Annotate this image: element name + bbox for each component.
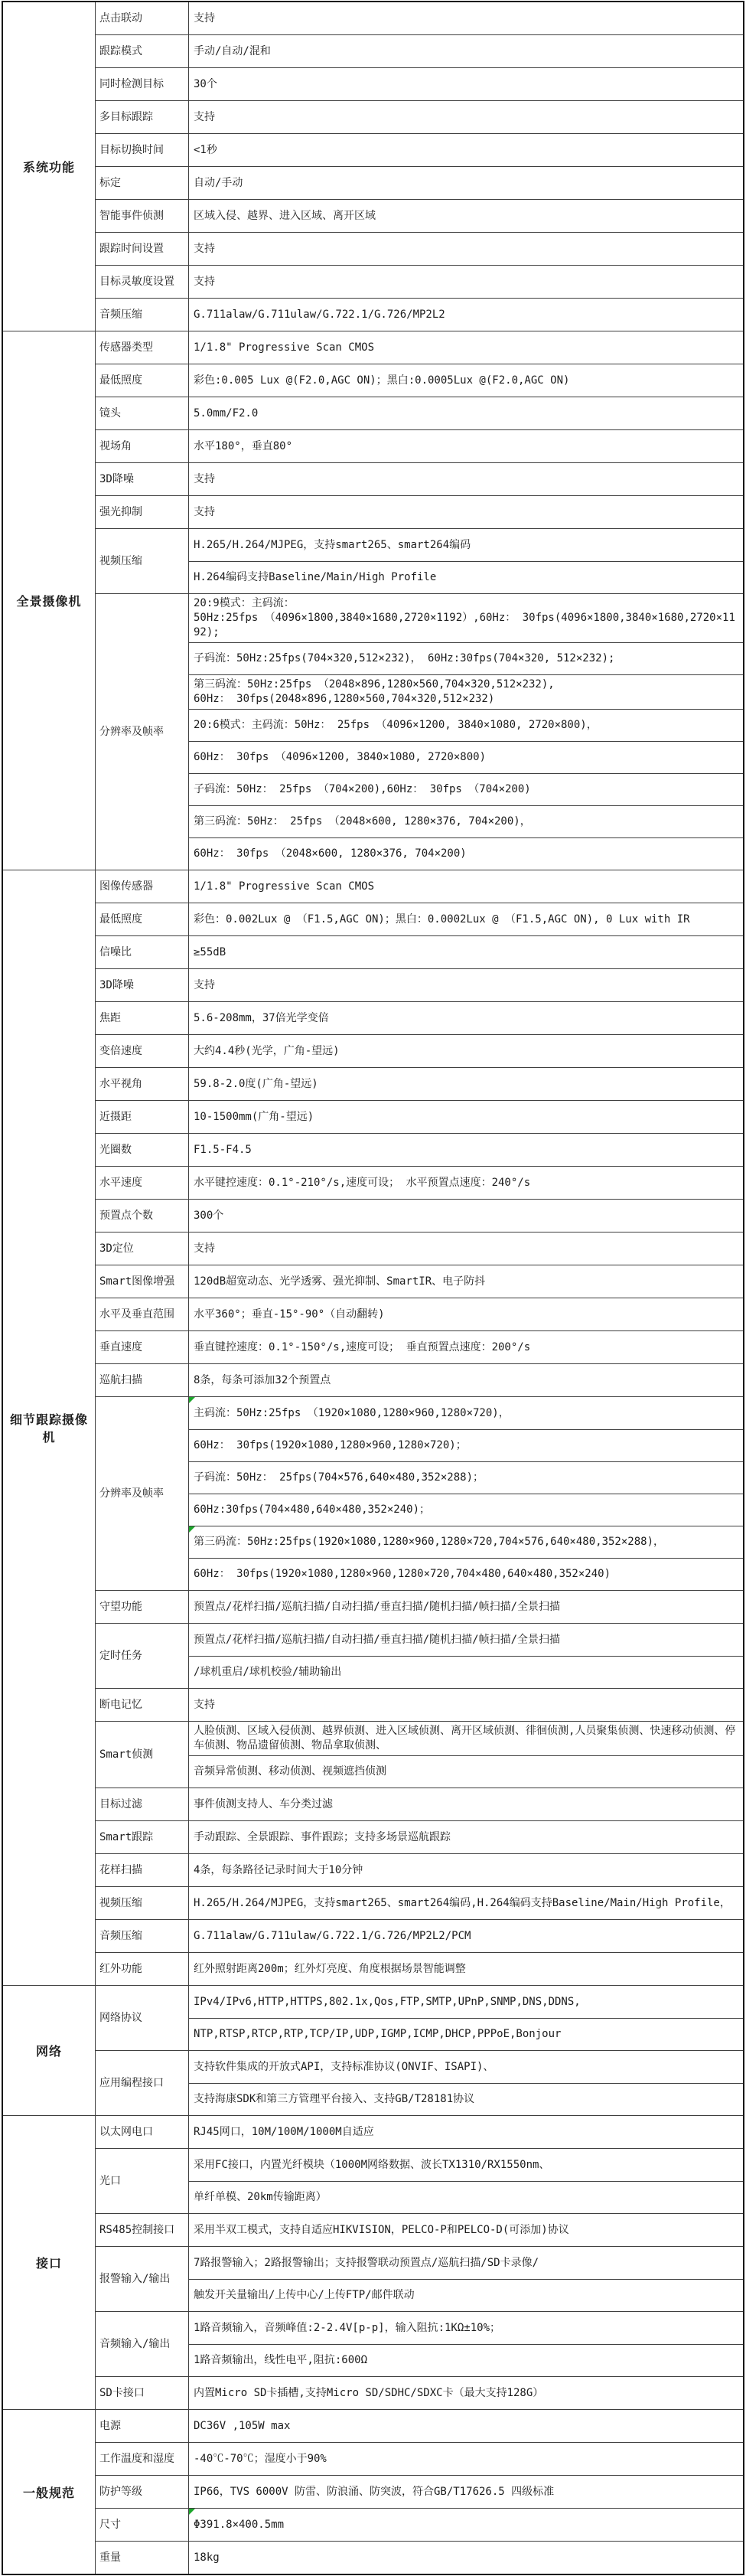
value-line: 支持海康SDK和第三方管理平台接入、支持GB/T28181协议 [194, 2093, 475, 2105]
label-cell: 工作温度和湿度 [96, 2443, 189, 2475]
spec-row [96, 1330, 743, 1363]
value-line: 子码流：50Hz： 25fps （704×200),60Hz： 30fps （704×200) [194, 783, 531, 795]
value-cell [189, 1788, 743, 1820]
spec-row [96, 199, 743, 232]
spec-row [96, 870, 743, 903]
value-line: 30个 [194, 77, 217, 90]
value-cell [189, 35, 743, 67]
value-line: 60Hz： 30fps(2048×896,1280×560,704×320,512×232) [194, 693, 495, 705]
spec-row [96, 1034, 743, 1067]
label-cell: 跟踪模式 [96, 35, 189, 67]
value-line: 预置点/花样扫描/巡航扫描/自动扫描/垂直扫描/随机扫描/帧扫描/全景扫描 [194, 1633, 560, 1646]
value-cell [189, 2214, 743, 2246]
value-line: 预置点/花样扫描/巡航扫描/自动扫描/垂直扫描/随机扫描/帧扫描/全景扫描 [194, 1600, 560, 1613]
label-cell: 变倍速度 [96, 1035, 189, 1067]
value-cell [189, 741, 743, 773]
value-cell [189, 1429, 743, 1461]
spec-row [96, 1886, 743, 1919]
value-line: H.264编码支持Baseline/Main/High Profile [194, 571, 437, 583]
value-line: /球机重启/球机校验/辅助输出 [194, 1666, 342, 1678]
spec-row [96, 2508, 743, 2541]
value-line: 4条，每条路径记录时间大于10分钟 [194, 1863, 363, 1876]
label-cell: 音频压缩 [96, 1920, 189, 1952]
value-cell [189, 233, 743, 265]
value-cell [189, 1526, 743, 1558]
spec-row [96, 1919, 743, 1952]
value-line: 支持 [194, 275, 215, 288]
spec-row [96, 100, 743, 133]
value-cell [189, 1986, 743, 2018]
value-cell [189, 1035, 743, 1067]
value-line: 红外照射距离200m；红外灯亮度、角度根据场景智能调整 [194, 1962, 466, 1975]
label-cell: RS485控制接口 [96, 2214, 189, 2246]
value-line: 10-1500mm(广角-望远) [194, 1110, 314, 1123]
label-cell: 应用编程接口 [96, 2051, 189, 2115]
spec-row [96, 166, 743, 199]
label-cell: 预置点个数 [96, 1200, 189, 1232]
value-line: <1秒 [194, 143, 217, 156]
value-line: 水平180°，垂直80° [194, 439, 293, 452]
value-line: 支持 [194, 978, 215, 991]
value-cell [189, 1821, 743, 1853]
value-cell [189, 674, 743, 709]
spec-row [96, 67, 743, 100]
value-line: 1路音频输出，线性电平,阻抗:600Ω [194, 2354, 368, 2366]
spec-row [96, 232, 743, 265]
label-cell: 强光抑制 [96, 496, 189, 528]
spec-row [96, 429, 743, 462]
value-line: 子码流：50Hz： 25fps(704×576,640×480,352×288)； [194, 1471, 484, 1484]
value-cell [189, 1068, 743, 1100]
spec-row [96, 462, 743, 495]
value-cell [189, 2051, 743, 2083]
label-cell: 光口 [96, 2149, 189, 2213]
value-cell [189, 134, 743, 166]
value-cell [189, 1134, 743, 1166]
value-line: H.265/H.264/MJPEG，支持smart265、smart264编码,H.264编码支持Baseline/Main/High Profile， [194, 1896, 731, 1909]
value-line: 8条，每条可添加32个预置点 [194, 1373, 331, 1386]
label-cell: 3D降噪 [96, 463, 189, 495]
value-line: 人脸侦测、区域入侵侦测、越界侦测、进入区域侦测、离开区域侦测、徘徊侦测,人员聚集侦测、快速移动侦测、停车侦测、物品遗留侦测、物品拿取侦测、 [194, 1725, 736, 1752]
label-cell: 视频压缩 [96, 1887, 189, 1919]
value-line: 支持 [194, 472, 215, 485]
value-line: 支持软件集成的开放式API，支持标准协议(ONVIF、ISAPI)、 [194, 2060, 494, 2073]
value-line: ≥55dB [194, 945, 226, 958]
value-line: 支持 [194, 11, 215, 24]
value-cell [189, 2181, 743, 2213]
value-cell [189, 463, 743, 495]
label-cell: 水平视角 [96, 1068, 189, 1100]
value-cell [189, 561, 743, 593]
spec-row [96, 935, 743, 968]
label-cell: 巡航扫描 [96, 1364, 189, 1396]
spec-row [96, 34, 743, 67]
value-cell [189, 299, 743, 331]
value-line: 7路报警输入；2路报警输出；支持报警联动预置点/巡航扫描/SD卡录像/ [194, 2256, 539, 2269]
spec-row [96, 2475, 743, 2508]
label-cell: 电源 [96, 2410, 189, 2442]
value-cell [189, 364, 743, 397]
value-cell [189, 2018, 743, 2050]
value-cell [189, 1002, 743, 1034]
value-cell [189, 1920, 743, 1952]
value-line: -40℃-70℃；湿度小于90% [194, 2452, 327, 2465]
spec-row [96, 2050, 743, 2115]
spec-row [96, 2541, 743, 2574]
value-cell [189, 430, 743, 462]
value-line: 1/1.8" Progressive Scan CMOS [194, 341, 375, 354]
label-cell: SD卡接口 [96, 2377, 189, 2409]
label-cell: 近摄距 [96, 1101, 189, 1133]
value-line: 触发开关量输出/上传中心/上传FTP/邮件联动 [194, 2289, 415, 2301]
label-cell: 音频输入/输出 [96, 2312, 189, 2376]
value-line: 支持 [194, 1698, 215, 1711]
value-cell [189, 1331, 743, 1363]
spec-row [96, 1166, 743, 1199]
value-line: 彩色：0.002Lux @ （F1.5,AGC ON)；黑白：0.0002Lux @ （F1.5,AGC ON), 0 Lux with IR [194, 913, 690, 926]
spec-row [96, 1232, 743, 1265]
value-cell [189, 2443, 743, 2475]
category-cell: 网络 [3, 1986, 96, 2115]
value-cell [189, 331, 743, 364]
value-line: Φ391.8×400.5mm [194, 2518, 285, 2531]
value-cell [189, 1298, 743, 1330]
value-line: 60Hz： 30fps(1920×1080,1280×960,1280×720)； [194, 1439, 467, 1451]
spec-row [96, 1199, 743, 1232]
value-cell [189, 167, 743, 199]
value-cell [189, 529, 743, 561]
value-cell [189, 2542, 743, 2574]
spec-row [96, 1952, 743, 1985]
value-line: 子码流：50Hz:25fps(704×320,512×232)， 60Hz:30fps(704×320, 512×232); [194, 652, 615, 664]
value-line: 第三码流：50Hz:25fps(1920×1080,1280×960,1280×720,704×576,640×480,352×288)， [194, 1536, 665, 1548]
value-cell [189, 1558, 743, 1590]
value-line: 1路音频输入，音频峰值:2-2.4V[p-p]，输入阻抗:1KΩ±10%； [194, 2321, 501, 2334]
label-cell: 同时检测目标 [96, 68, 189, 100]
spec-row [96, 2116, 743, 2148]
label-cell: 镜头 [96, 397, 189, 429]
value-cell [189, 1461, 743, 1494]
label-cell: Smart跟踪 [96, 1821, 189, 1853]
spec-row [96, 2410, 743, 2442]
label-cell: 视频压缩 [96, 529, 189, 593]
value-cell [189, 2476, 743, 2508]
value-cell [189, 903, 743, 935]
value-line: 50Hz:25fps （4096×1800,3840×1680,2720×1192）,60Hz： 30fps(4096×1800,3840×1680,2720×1192); [194, 612, 735, 638]
value-line: 支持 [194, 242, 215, 255]
value-cell [189, 101, 743, 133]
value-line: 5.6-208mm，37倍光学变倍 [194, 1011, 329, 1024]
spec-row [96, 2213, 743, 2246]
value-cell [189, 936, 743, 968]
value-cell [189, 2344, 743, 2376]
value-cell [189, 1755, 743, 1788]
label-cell: 最低照度 [96, 903, 189, 935]
spec-row [96, 593, 743, 870]
label-cell: 标定 [96, 167, 189, 199]
value-cell [189, 773, 743, 805]
spec-row [96, 2, 743, 34]
label-cell: 守望功能 [96, 1591, 189, 1623]
value-line: H.265/H.264/MJPEG，支持smart265、smart264编码 [194, 538, 471, 551]
label-cell: 水平速度 [96, 1167, 189, 1199]
spec-row [96, 331, 743, 364]
value-line: G.711alaw/G.711ulaw/G.722.1/G.726/MP2L2 [194, 308, 445, 321]
value-cell [189, 1689, 743, 1721]
label-cell: 3D定位 [96, 1232, 189, 1265]
spec-row [96, 2311, 743, 2376]
value-cell [189, 969, 743, 1001]
label-cell: 点击联动 [96, 2, 189, 34]
value-line: 59.8-2.0度(广角-望远) [194, 1077, 318, 1090]
value-line: 主码流：50Hz:25fps （1920×1080,1280×960,1280×720)， [194, 1406, 510, 1419]
value-line: 水平360°；垂直-15°-90°（自动翻转) [194, 1308, 385, 1321]
category-cell: 全景摄像机 [3, 331, 96, 870]
value-cell [189, 1656, 743, 1688]
table-section [3, 2, 743, 331]
table-section [3, 870, 743, 1985]
label-cell: 水平及垂直范围 [96, 1298, 189, 1330]
value-cell [189, 805, 743, 837]
spec-row [96, 1788, 743, 1820]
label-cell: 目标过滤 [96, 1788, 189, 1820]
label-cell: 多目标跟踪 [96, 101, 189, 133]
spec-row [96, 1853, 743, 1886]
value-line: 支持 [194, 505, 215, 518]
comment-marker-icon [189, 2509, 195, 2515]
category-cell: 一般规范 [3, 2410, 96, 2574]
value-line: 60Hz:30fps(704×480,640×480,352×240)； [194, 1503, 431, 1516]
value-line: 60Hz： 30fps(1920×1080,1280×960,1280×720,704×480,640×480,352×240) [194, 1568, 611, 1580]
label-cell: 分辨率及帧率 [96, 594, 189, 870]
value-cell [189, 1397, 743, 1429]
label-cell: 目标灵敏度设置 [96, 266, 189, 298]
label-cell: Smart图像增强 [96, 1265, 189, 1298]
value-line: 水平键控速度：0.1°-210°/s,速度可设； 水平预置点速度：240°/s [194, 1176, 531, 1189]
value-line: 彩色:0.005 Lux @(F2.0,AGC ON)；黑白:0.0005Lux @(F2.0,AGC ON) [194, 374, 570, 387]
value-cell [189, 2083, 743, 2115]
spec-row [96, 2376, 743, 2409]
value-line: 采用半双工模式，支持自适应HIKVISION，PELCO-P和PELCO-D(可添加)协议 [194, 2223, 569, 2236]
label-cell: 网络协议 [96, 1986, 189, 2050]
label-cell: 音频压缩 [96, 299, 189, 331]
label-cell: 红外功能 [96, 1953, 189, 1985]
value-cell [189, 496, 743, 528]
value-cell [189, 1722, 743, 1755]
value-line: 120dB超宽动态、光学透雾、强光抑制、SmartIR、电子防抖 [194, 1275, 486, 1288]
value-cell [189, 397, 743, 429]
value-line: DC36V ,105W max [194, 2419, 291, 2432]
spec-row [96, 1623, 743, 1688]
value-line: IP66，TVS 6000V 防雷、防浪涌、防突波，符合GB/T17626.5 四级标准 [194, 2485, 555, 2498]
value-cell [189, 266, 743, 298]
spec-row [96, 1396, 743, 1590]
value-cell [189, 1887, 743, 1919]
label-cell: 焦距 [96, 1002, 189, 1034]
spec-row [96, 1067, 743, 1100]
label-cell: 跟踪时间设置 [96, 233, 189, 265]
spec-row [96, 265, 743, 298]
value-cell [189, 709, 743, 741]
value-line: 区域入侵、越界、进入区域、离开区域 [194, 209, 376, 222]
value-line: 18kg [194, 2551, 220, 2564]
spec-row [96, 1590, 743, 1623]
spec-row [96, 1100, 743, 1133]
value-cell [189, 594, 743, 642]
value-cell [189, 1624, 743, 1656]
category-cell: 接口 [3, 2116, 96, 2409]
value-cell [189, 1265, 743, 1298]
label-cell: 断电记忆 [96, 1689, 189, 1721]
value-line: 支持 [194, 110, 215, 123]
spec-row [96, 1986, 743, 2050]
value-line: 自动/手动 [194, 176, 243, 189]
spec-row [96, 495, 743, 528]
value-line: 5.0mm/F2.0 [194, 406, 259, 420]
value-line: 音频异常侦测、移动侦测、视频遮挡侦测 [194, 1765, 386, 1778]
label-cell: 智能事件侦测 [96, 200, 189, 232]
value-line: 内置Micro SD卡插槽,支持Micro SD/SDHC/SDXC卡（最大支持128G） [194, 2386, 544, 2399]
value-cell [189, 1200, 743, 1232]
value-line: 第三码流：50Hz： 25fps （2048×600, 1280×376, 704×200)， [194, 815, 531, 828]
label-cell: 传感器类型 [96, 331, 189, 364]
value-cell [189, 2377, 743, 2409]
value-line: 第三码流：50Hz:25fps （2048×896,1280×560,704×320,512×232), [194, 678, 555, 691]
label-cell: 尺寸 [96, 2509, 189, 2541]
spec-row [96, 2246, 743, 2311]
spec-row [96, 1001, 743, 1034]
spec-row [96, 903, 743, 935]
value-line: RJ45网口，10M/100M/1000M自适应 [194, 2125, 374, 2138]
value-line: 垂直键控速度：0.1°-150°/s,速度可设； 垂直预置点速度：200°/s [194, 1340, 531, 1353]
label-cell: 最低照度 [96, 364, 189, 397]
table-section [3, 1985, 743, 2115]
value-line: G.711alaw/G.711ulaw/G.722.1/G.726/MP2L2/PCM [194, 1929, 471, 1942]
table-section [3, 2409, 743, 2574]
label-cell: 信噪比 [96, 936, 189, 968]
value-line: 300个 [194, 1209, 224, 1222]
value-cell [189, 1364, 743, 1396]
value-cell [189, 1854, 743, 1886]
label-cell: 花样扫描 [96, 1854, 189, 1886]
value-line: 60Hz： 30fps （4096×1200, 3840×1080, 2720×800) [194, 751, 487, 763]
value-cell [189, 870, 743, 903]
value-line: 采用FC接口，内置光纤模块（1000M网络数据、波长TX1310/RX1550nm、 [194, 2158, 550, 2171]
label-cell: 垂直速度 [96, 1331, 189, 1363]
value-cell [189, 68, 743, 100]
value-line: 手动/自动/混和 [194, 44, 271, 57]
spec-row [96, 397, 743, 429]
value-cell [189, 200, 743, 232]
value-line: 支持 [194, 1242, 215, 1255]
value-cell [189, 1167, 743, 1199]
label-cell: 报警输入/输出 [96, 2247, 189, 2311]
value-line: 1/1.8" Progressive Scan CMOS [194, 880, 375, 893]
spec-row [96, 298, 743, 331]
value-cell [189, 1494, 743, 1526]
spec-table [2, 1, 744, 2575]
spec-row [96, 1265, 743, 1298]
comment-marker-icon [189, 1526, 195, 1533]
value-line: 手动跟踪、全景跟踪、事件跟踪；支持多场景巡航跟踪 [194, 1830, 451, 1843]
spec-row [96, 133, 743, 166]
value-cell [189, 2, 743, 34]
value-cell [189, 2149, 743, 2181]
value-cell [189, 2116, 743, 2148]
label-cell: 以太网电口 [96, 2116, 189, 2148]
spec-row [96, 2442, 743, 2475]
spec-row [96, 1688, 743, 1721]
value-line: NTP,RTSP,RTCP,RTP,TCP/IP,UDP,IGMP,ICMP,DHCP,PPPoE,Bonjour [194, 2028, 562, 2040]
spec-row [96, 1721, 743, 1788]
value-line: F1.5-F4.5 [194, 1143, 252, 1156]
value-cell [189, 1101, 743, 1133]
value-line: 20:6模式：主码流：50Hz： 25fps （4096×1200, 3840×1080, 2720×800)， [194, 719, 598, 731]
label-cell: 光圈数 [96, 1134, 189, 1166]
value-cell [189, 2247, 743, 2279]
category-cell: 细节跟踪摄像机 [3, 870, 96, 1985]
value-cell [189, 642, 743, 674]
value-cell [189, 2279, 743, 2311]
value-line: 事件侦测支持人、车分类过滤 [194, 1797, 333, 1810]
label-cell: 重量 [96, 2542, 189, 2574]
label-cell: 3D降噪 [96, 969, 189, 1001]
value-line: 单纤单模、20km传输距离） [194, 2191, 327, 2203]
label-cell: 防护等级 [96, 2476, 189, 2508]
label-cell: 目标切换时间 [96, 134, 189, 166]
label-cell: 定时任务 [96, 1624, 189, 1688]
spec-row [96, 2148, 743, 2213]
spec-row [96, 364, 743, 397]
label-cell: Smart侦测 [96, 1722, 189, 1788]
value-cell [189, 1953, 743, 1985]
value-cell [189, 2509, 743, 2541]
label-cell: 图像传感器 [96, 870, 189, 903]
spec-row [96, 528, 743, 593]
label-cell: 分辨率及帧率 [96, 1397, 189, 1590]
spec-row [96, 1133, 743, 1166]
value-line: 20:9模式：主码流： [194, 597, 295, 609]
spec-row [96, 1820, 743, 1853]
value-line: IPv4/IPv6,HTTP,HTTPS,802.1x,Qos,FTP,SMTP,UPnP,SNMP,DNS,DDNS, [194, 1995, 581, 2008]
category-cell: 系统功能 [3, 2, 96, 331]
value-cell [189, 1591, 743, 1623]
table-section [3, 331, 743, 870]
spec-row [96, 968, 743, 1001]
value-cell [189, 2410, 743, 2442]
spec-row [96, 1298, 743, 1330]
spec-row [96, 1363, 743, 1396]
value-cell [189, 837, 743, 870]
value-line: 60Hz： 30fps （2048×600, 1280×376, 704×200) [194, 847, 467, 860]
label-cell: 视场角 [96, 430, 189, 462]
table-section [3, 2115, 743, 2409]
value-line: 大约4.4秒(光学，广角-望远) [194, 1044, 340, 1057]
comment-marker-icon [189, 1397, 195, 1403]
value-cell [189, 2312, 743, 2344]
value-cell [189, 1232, 743, 1265]
